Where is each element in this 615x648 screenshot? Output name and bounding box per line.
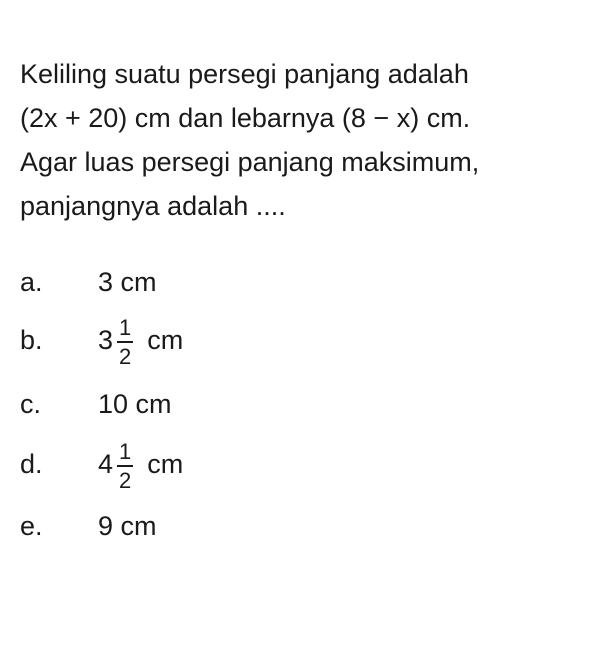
option-value bbox=[98, 314, 184, 369]
mixed-number bbox=[98, 438, 184, 493]
fraction bbox=[117, 314, 133, 369]
fraction-denominator: 2 bbox=[119, 467, 132, 493]
mixed-number bbox=[98, 314, 184, 369]
fraction-numerator: 1 bbox=[119, 314, 132, 340]
whole-part: 3 bbox=[98, 325, 114, 355]
option-letter: e. bbox=[20, 511, 43, 541]
question-line-2: (2x + 20) cm dan lebarnya (8 − x) cm. bbox=[20, 103, 471, 133]
option-d[interactable] bbox=[20, 438, 420, 504]
fraction bbox=[117, 438, 133, 493]
option-e[interactable] bbox=[20, 506, 420, 566]
question-line-4: panjangnya adalah .... bbox=[20, 191, 286, 221]
question-line-3: Agar luas persegi panjang maksimum, bbox=[20, 147, 480, 177]
question-text bbox=[20, 52, 605, 228]
option-value bbox=[98, 438, 184, 493]
unit-label: cm bbox=[147, 325, 184, 355]
question-line-1: Keliling suatu persegi panjang adalah bbox=[20, 59, 469, 89]
option-c[interactable] bbox=[20, 384, 420, 444]
unit-label: cm bbox=[147, 449, 184, 479]
option-b[interactable] bbox=[20, 314, 420, 380]
fraction-denominator: 2 bbox=[119, 343, 132, 369]
option-letter: d. bbox=[20, 449, 43, 479]
option-letter: b. bbox=[20, 325, 43, 355]
fraction-bar bbox=[117, 465, 133, 467]
option-value: 9 cm bbox=[98, 511, 157, 541]
option-letter: c. bbox=[20, 389, 42, 419]
option-a[interactable] bbox=[20, 262, 420, 322]
option-letter: a. bbox=[20, 267, 43, 297]
fraction-numerator: 1 bbox=[119, 438, 132, 464]
option-value: 10 cm bbox=[98, 389, 172, 419]
option-value: 3 cm bbox=[98, 267, 157, 297]
fraction-bar bbox=[117, 341, 133, 343]
whole-part: 4 bbox=[98, 449, 114, 479]
